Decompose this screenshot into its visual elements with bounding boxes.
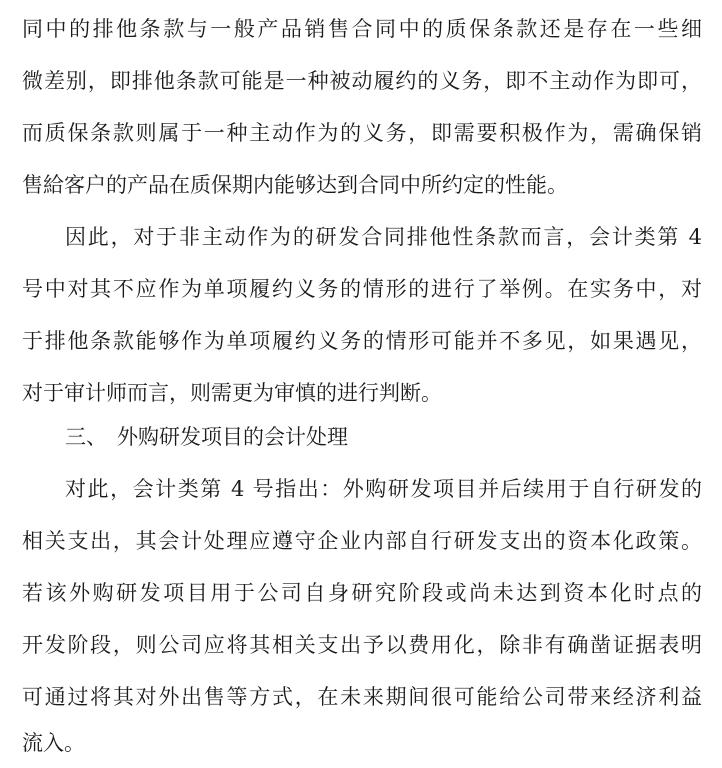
section-heading — [65, 422, 348, 452]
text-line: 若该外购研发项目用于公司自身研究阶段或尚未达到资本化时点的 — [22, 581, 702, 605]
text-line: 于排他条款能够作为单项履约义务的情形可能并不多见，如果遇见， — [22, 329, 702, 353]
text-line: 售給客户的产品在质保期内能够达到合同中所约定的性能。 — [22, 173, 568, 197]
section-heading-number: 三、 — [65, 425, 107, 449]
text-line: 相关支出，其会计处理应遵守企业内部自行研发支出的资本化政策。 — [22, 529, 702, 553]
text-line: 对此，会计类第 4 号指出：外购研发项目并后续用于自行研发的 — [65, 477, 702, 501]
text-line: 微差别，即排他条款可能是一种被动履约的义务，即不主动作为即可， — [22, 69, 702, 93]
text-line: 开发阶段，则公司应将其相关支出予以费用化，除非有确凿证据表明 — [22, 633, 702, 657]
text-line: 流入。 — [22, 731, 85, 755]
text-line: 号中对其不应作为单项履约义务的情形的进行了举例。在实务中，对 — [22, 277, 702, 301]
text-line: 因此，对于非主动作为的研发合同排他性条款而言，会计类第 4 — [65, 225, 702, 249]
text-line: 可通过将其对外出售等方式，在未来期间很可能给公司带来经济利益 — [22, 685, 702, 709]
text-line: 同中的排他条款与一般产品销售合同中的质保条款还是存在一些细 — [22, 17, 702, 41]
text-line: 对于审计师而言，则需更为审慎的进行判断。 — [22, 381, 442, 405]
section-heading-text: 外购研发项目的会计处理 — [117, 425, 348, 449]
text-line: 而质保条款则属于一种主动作为的义务，即需要积极作为，需确保销 — [22, 121, 702, 145]
